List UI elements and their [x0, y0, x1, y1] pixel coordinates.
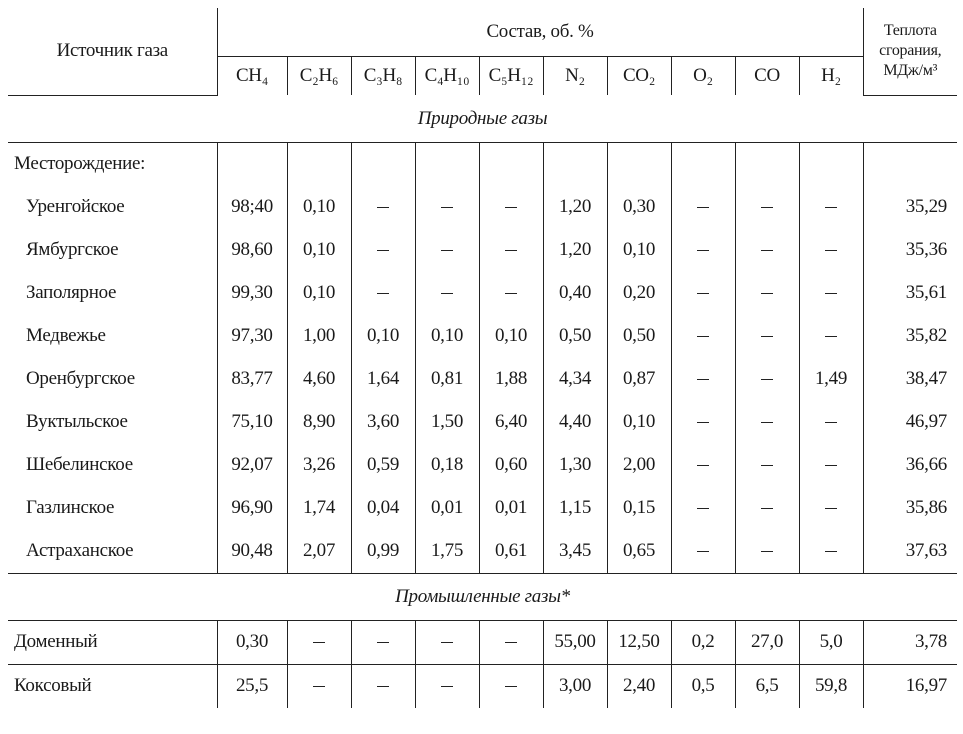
component-header: C₄H₁₀ — [415, 57, 479, 96]
component-value: 0,10 — [351, 315, 415, 358]
component-value: 1,64 — [351, 358, 415, 401]
component-header: N₂ — [543, 57, 607, 96]
table-row — [8, 229, 957, 272]
dash-mark — [441, 686, 453, 688]
heat-value: 38,47 — [863, 358, 957, 401]
component-value — [799, 186, 863, 229]
dash-mark — [377, 250, 389, 252]
table-row — [8, 487, 957, 530]
component-value: 0,81 — [415, 358, 479, 401]
table-row — [8, 444, 957, 487]
dash-mark — [441, 642, 453, 644]
component-value — [735, 530, 799, 574]
dash-mark — [697, 551, 709, 553]
deposit-label: Месторождение: — [14, 153, 146, 174]
component-value: 0,59 — [351, 444, 415, 487]
component-value — [671, 315, 735, 358]
dash-mark — [697, 422, 709, 424]
component-value: 90,48 — [217, 530, 287, 574]
gas-source-name: Газлинское — [26, 497, 115, 518]
component-value: 0,60 — [479, 444, 543, 487]
gas-source-name: Коксовый — [8, 664, 217, 708]
component-value: 0,15 — [607, 487, 671, 530]
component-value — [415, 620, 479, 664]
component-value — [671, 530, 735, 574]
component-header: O₂ — [671, 57, 735, 96]
component-value: 1,75 — [415, 530, 479, 574]
component-value — [799, 444, 863, 487]
dash-mark — [825, 551, 837, 553]
component-value — [671, 401, 735, 444]
component-value: 12,50 — [607, 620, 671, 664]
component-value: 1,74 — [287, 487, 351, 530]
deposit-label-row — [8, 142, 957, 186]
dash-mark — [377, 686, 389, 688]
component-value: 0,30 — [607, 186, 671, 229]
empty-cell — [287, 142, 351, 186]
component-value: 1,50 — [415, 401, 479, 444]
component-value — [671, 444, 735, 487]
dash-mark — [505, 642, 517, 644]
empty-cell — [479, 142, 543, 186]
component-value: 0,65 — [607, 530, 671, 574]
component-value — [799, 530, 863, 574]
component-value — [671, 229, 735, 272]
component-value — [671, 487, 735, 530]
table-body — [8, 8, 957, 708]
heat-value: 3,78 — [863, 620, 957, 664]
dash-mark — [441, 207, 453, 209]
component-value: 0,20 — [607, 272, 671, 315]
dash-mark — [697, 293, 709, 295]
component-value: 0,10 — [607, 229, 671, 272]
dash-mark — [313, 686, 325, 688]
dash-mark — [761, 422, 773, 424]
component-value — [351, 272, 415, 315]
component-value: 1,00 — [287, 315, 351, 358]
empty-cell — [671, 142, 735, 186]
table-row — [8, 664, 957, 708]
gas-source-name: Заполярное — [26, 282, 117, 303]
component-value — [799, 315, 863, 358]
heat-value: 37,63 — [863, 530, 957, 574]
dash-mark — [825, 293, 837, 295]
component-value — [287, 664, 351, 708]
component-value: 4,34 — [543, 358, 607, 401]
component-value: 2,00 — [607, 444, 671, 487]
component-value — [799, 272, 863, 315]
gas-source-name: Оренбургское — [26, 368, 135, 389]
gas-composition-table — [8, 8, 957, 708]
dash-mark — [825, 508, 837, 510]
industrial-section-title: Промышленные газы* — [8, 573, 957, 620]
component-value: 0,50 — [607, 315, 671, 358]
component-value: 1,88 — [479, 358, 543, 401]
empty-cell — [863, 142, 957, 186]
component-value: 8,90 — [287, 401, 351, 444]
component-value: 0,87 — [607, 358, 671, 401]
component-value: 75,10 — [217, 401, 287, 444]
component-header: H₂ — [799, 57, 863, 96]
heat-header: Теплота сгорания, МДж/м³ — [863, 8, 957, 95]
component-value: 0,5 — [671, 664, 735, 708]
component-value — [287, 620, 351, 664]
component-value — [351, 664, 415, 708]
dash-mark — [697, 508, 709, 510]
dash-mark — [761, 293, 773, 295]
gas-source-name: Вуктыльское — [26, 411, 128, 432]
component-value — [735, 315, 799, 358]
empty-cell — [607, 142, 671, 186]
dash-mark — [697, 250, 709, 252]
dash-mark — [825, 422, 837, 424]
heat-value: 35,29 — [863, 186, 957, 229]
component-value — [735, 229, 799, 272]
dash-mark — [761, 250, 773, 252]
component-value: 0,99 — [351, 530, 415, 574]
component-value: 0,10 — [287, 272, 351, 315]
dash-mark — [377, 207, 389, 209]
component-value: 0,10 — [287, 186, 351, 229]
component-value: 98;40 — [217, 186, 287, 229]
component-value: 2,40 — [607, 664, 671, 708]
component-value — [479, 272, 543, 315]
component-value — [351, 186, 415, 229]
dash-mark — [505, 686, 517, 688]
component-value — [479, 664, 543, 708]
component-value — [479, 186, 543, 229]
component-value: 0,10 — [287, 229, 351, 272]
dash-mark — [441, 293, 453, 295]
component-value — [671, 186, 735, 229]
component-value: 0,10 — [415, 315, 479, 358]
dash-mark — [825, 207, 837, 209]
component-value: 1,20 — [543, 229, 607, 272]
component-value — [351, 620, 415, 664]
component-value: 1,20 — [543, 186, 607, 229]
component-header: C₃H₈ — [351, 57, 415, 96]
component-value: 0,40 — [543, 272, 607, 315]
table-row — [8, 530, 957, 574]
component-value — [415, 272, 479, 315]
gas-source-name: Доменный — [8, 620, 217, 664]
component-header: CO — [735, 57, 799, 96]
component-header: CH₄ — [217, 57, 287, 96]
component-header: CO₂ — [607, 57, 671, 96]
dash-mark — [377, 642, 389, 644]
gas-source-name: Шебелинское — [26, 454, 133, 475]
component-value — [479, 620, 543, 664]
table-row — [8, 401, 957, 444]
component-value — [735, 487, 799, 530]
dash-mark — [761, 336, 773, 338]
component-value: 0,01 — [479, 487, 543, 530]
component-value — [799, 401, 863, 444]
empty-cell — [351, 142, 415, 186]
component-value: 0,10 — [479, 315, 543, 358]
gas-source-name: Медвежье — [26, 325, 106, 346]
dash-mark — [505, 250, 517, 252]
component-value: 4,60 — [287, 358, 351, 401]
heat-value: 35,61 — [863, 272, 957, 315]
component-value: 6,5 — [735, 664, 799, 708]
component-value — [415, 229, 479, 272]
component-value: 25,5 — [217, 664, 287, 708]
gas-source-name: Астраханское — [26, 540, 134, 561]
component-value: 97,30 — [217, 315, 287, 358]
dash-mark — [441, 250, 453, 252]
component-value: 0,18 — [415, 444, 479, 487]
component-value: 99,30 — [217, 272, 287, 315]
component-value: 0,2 — [671, 620, 735, 664]
component-value: 1,15 — [543, 487, 607, 530]
component-value — [671, 358, 735, 401]
heat-value: 36,66 — [863, 444, 957, 487]
component-value — [735, 272, 799, 315]
gas-source-name: Уренгойское — [26, 196, 125, 217]
table-row — [8, 272, 957, 315]
component-value: 27,0 — [735, 620, 799, 664]
component-value: 3,45 — [543, 530, 607, 574]
dash-mark — [761, 465, 773, 467]
component-value — [799, 229, 863, 272]
table-row — [8, 315, 957, 358]
component-value: 3,00 — [543, 664, 607, 708]
component-value: 55,00 — [543, 620, 607, 664]
component-header: C₅H₁₂ — [479, 57, 543, 96]
empty-cell — [799, 142, 863, 186]
dash-mark — [505, 207, 517, 209]
dash-mark — [761, 379, 773, 381]
heat-value: 35,82 — [863, 315, 957, 358]
component-value: 0,01 — [415, 487, 479, 530]
component-value — [415, 664, 479, 708]
component-value — [479, 229, 543, 272]
component-value: 3,26 — [287, 444, 351, 487]
component-value — [415, 186, 479, 229]
dash-mark — [313, 642, 325, 644]
component-header: C₂H₆ — [287, 57, 351, 96]
table-row — [8, 186, 957, 229]
component-value: 1,49 — [799, 358, 863, 401]
component-value — [735, 444, 799, 487]
dash-mark — [761, 508, 773, 510]
component-value: 6,40 — [479, 401, 543, 444]
component-value: 96,90 — [217, 487, 287, 530]
dash-mark — [697, 207, 709, 209]
component-value: 2,07 — [287, 530, 351, 574]
component-value: 0,61 — [479, 530, 543, 574]
component-value: 0,04 — [351, 487, 415, 530]
empty-cell — [415, 142, 479, 186]
component-value: 1,30 — [543, 444, 607, 487]
natural-section-title: Природные газы — [8, 95, 957, 142]
component-value: 98,60 — [217, 229, 287, 272]
component-value: 83,77 — [217, 358, 287, 401]
component-value — [735, 401, 799, 444]
dash-mark — [377, 293, 389, 295]
dash-mark — [697, 379, 709, 381]
component-value: 0,50 — [543, 315, 607, 358]
heat-value: 46,97 — [863, 401, 957, 444]
component-value — [735, 358, 799, 401]
empty-cell — [735, 142, 799, 186]
dash-mark — [761, 207, 773, 209]
dash-mark — [825, 336, 837, 338]
heat-value: 16,97 — [863, 664, 957, 708]
dash-mark — [761, 551, 773, 553]
component-value: 4,40 — [543, 401, 607, 444]
heat-value: 35,36 — [863, 229, 957, 272]
component-value: 59,8 — [799, 664, 863, 708]
component-value: 3,60 — [351, 401, 415, 444]
component-value — [671, 272, 735, 315]
dash-mark — [825, 250, 837, 252]
component-value: 0,10 — [607, 401, 671, 444]
component-value: 5,0 — [799, 620, 863, 664]
empty-cell — [217, 142, 287, 186]
empty-cell — [543, 142, 607, 186]
table-row — [8, 358, 957, 401]
component-value: 0,30 — [217, 620, 287, 664]
dash-mark — [505, 293, 517, 295]
dash-mark — [825, 465, 837, 467]
composition-header: Состав, об. % — [217, 8, 863, 57]
gas-source-name: Ямбургское — [26, 239, 119, 260]
dash-mark — [697, 336, 709, 338]
heat-value: 35,86 — [863, 487, 957, 530]
component-value — [799, 487, 863, 530]
dash-mark — [697, 465, 709, 467]
component-value: 92,07 — [217, 444, 287, 487]
component-value — [735, 186, 799, 229]
table-row — [8, 620, 957, 664]
source-header: Источник газа — [8, 8, 217, 95]
component-value — [351, 229, 415, 272]
